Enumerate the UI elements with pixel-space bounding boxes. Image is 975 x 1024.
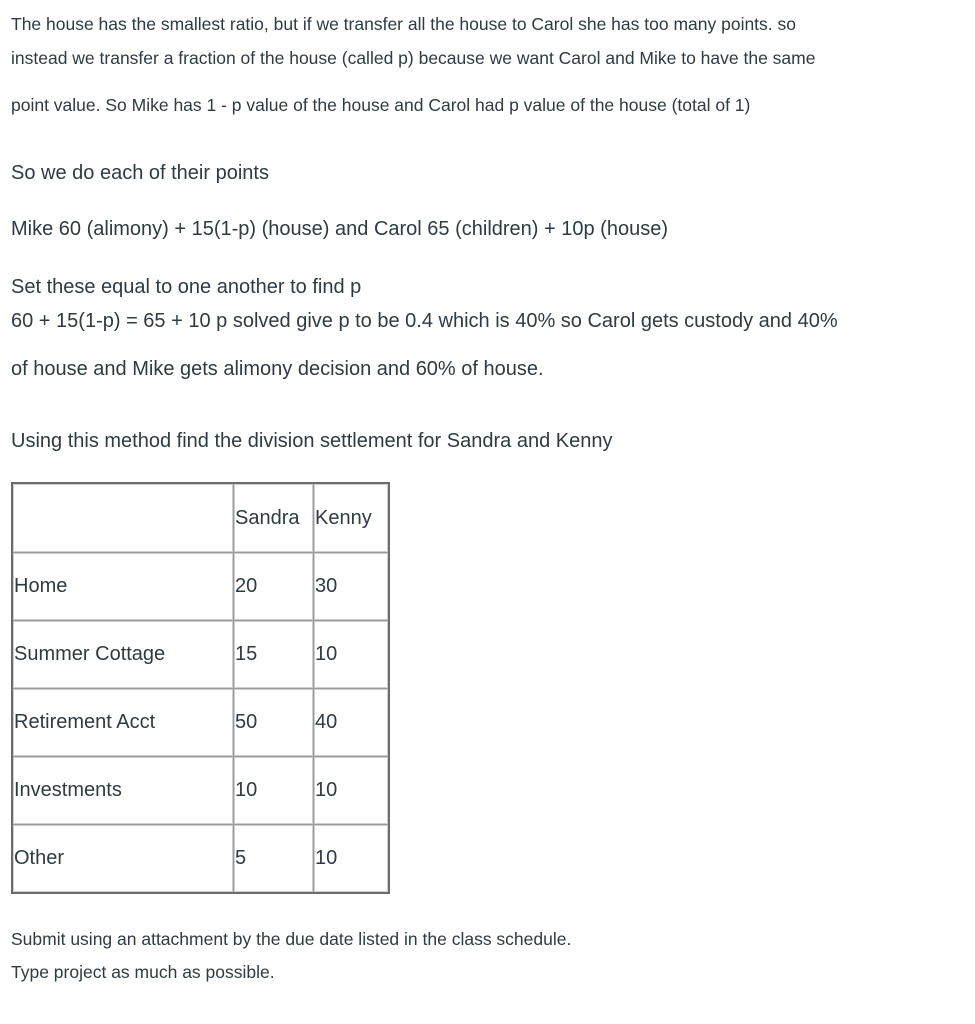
table-header-row [12, 483, 389, 553]
intro-line-2: instead we transfer a fraction of the house (called p) because we want Carol and Mike to have the same [11, 48, 816, 68]
table-row [12, 825, 389, 894]
row-item-label: Home [12, 553, 234, 621]
solve-line-1: Set these equal to one another to find p [11, 276, 362, 298]
points-heading: So we do each of their points [11, 162, 269, 184]
sandra-value: 50 [234, 689, 314, 757]
table-row [12, 553, 389, 621]
intro-line-3: point value. So Mike has 1 - p value of the house and Carol had p value of the house (total of 1) [11, 95, 751, 115]
settlement-table [11, 482, 390, 894]
points-formula: Mike 60 (alimony) + 15(1-p) (house) and Carol 65 (children) + 10p (house) [11, 218, 668, 240]
row-item-label: Summer Cottage [12, 621, 234, 689]
table-row [12, 621, 389, 689]
task-prompt: Using this method find the division settlement for Sandra and Kenny [11, 430, 613, 452]
row-item-label: Investments [12, 757, 234, 825]
sandra-value: 10 [234, 757, 314, 825]
row-item-label: Retirement Acct [12, 689, 234, 757]
footer-line-1: Submit using an attachment by the due date listed in the class schedule. [11, 929, 572, 949]
sandra-value: 20 [234, 553, 314, 621]
solve-line-2: 60 + 15(1-p) = 65 + 10 p solved give p to be 0.4 which is 40% so Carol gets custody and 40% [11, 310, 838, 332]
solve-line-3: of house and Mike gets alimony decision and 60% of house. [11, 358, 544, 380]
kenny-value: 10 [314, 621, 390, 689]
kenny-value: 10 [314, 825, 390, 894]
kenny-value: 30 [314, 553, 390, 621]
table-row [12, 757, 389, 825]
row-item-label: Other [12, 825, 234, 894]
kenny-value: 10 [314, 757, 390, 825]
intro-line-1: The house has the smallest ratio, but if we transfer all the house to Carol she has too many points. so [11, 14, 797, 34]
table-row [12, 689, 389, 757]
header-kenny: Kenny [314, 483, 390, 553]
sandra-value: 15 [234, 621, 314, 689]
footer-line-2: Type project as much as possible. [11, 962, 275, 982]
table-corner-cell [12, 483, 234, 553]
kenny-value: 40 [314, 689, 390, 757]
sandra-value: 5 [234, 825, 314, 894]
header-sandra: Sandra [234, 483, 314, 553]
